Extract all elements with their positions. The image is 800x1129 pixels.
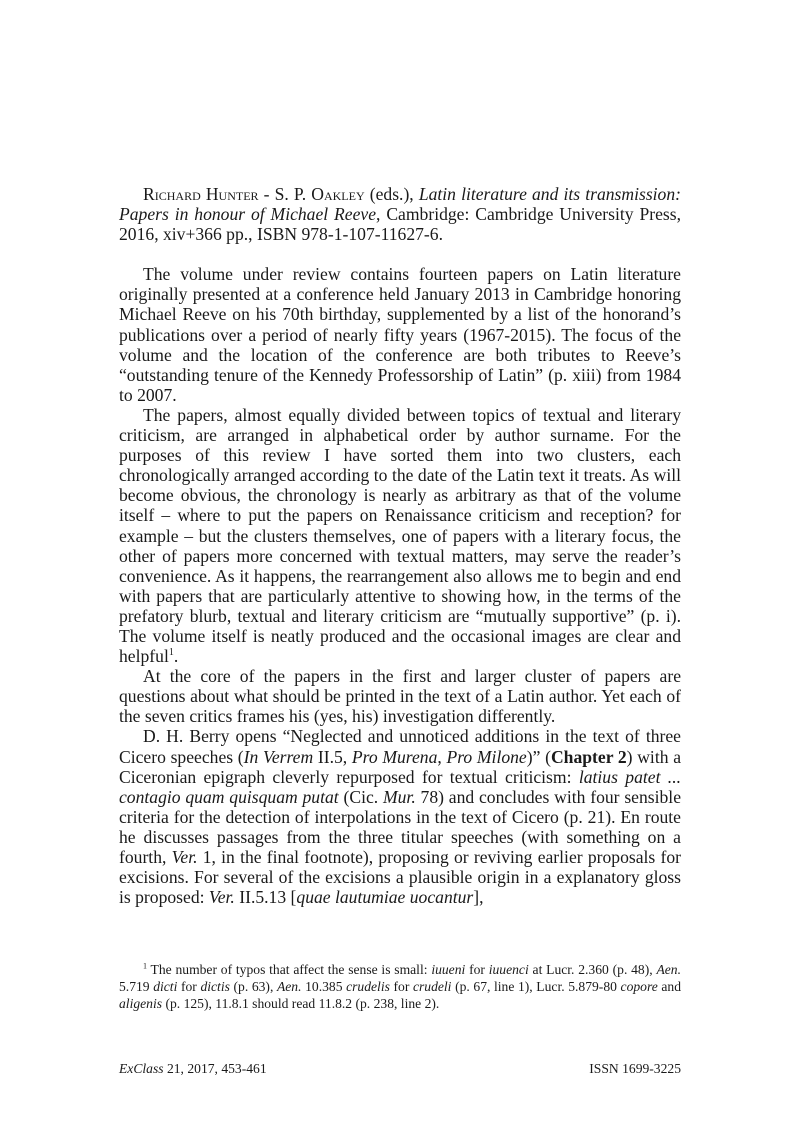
work-title: Pro Murena	[351, 746, 438, 767]
book-citation	[119, 184, 681, 244]
text-segment: ,	[437, 746, 447, 767]
text-segment: (p. 67, line 1), Lucr. 5.879-80	[451, 979, 621, 994]
paragraph-2	[119, 405, 681, 666]
review-page	[119, 184, 681, 907]
journal-reference	[119, 1060, 267, 1077]
text-segment: D. H. Berry opens “Neglected and unnoticed additions in the text of three Cicero speeches (	[119, 726, 681, 767]
text-segment: ],	[473, 887, 484, 908]
latin-quote: latius patet ... contagio quam quisquam putat	[119, 766, 681, 807]
editor-name: S. P. Oakley	[274, 184, 365, 204]
text-segment: ) with a Ciceronian epigraph cleverly repurposed for textual criticism:	[119, 746, 681, 787]
paragraph-3: At the core of the papers in the first and larger cluster of papers are questions about what should be printed in the text of a Latin author. Yet each of the seven critics frames his (yes, his) investigation differently.	[119, 666, 681, 727]
work-abbreviation: Aen.	[656, 962, 681, 977]
text-segment: The number of typos that affect the sense is small:	[147, 962, 432, 977]
footnote-marker: 1	[143, 961, 147, 971]
latin-word: crudeli	[412, 979, 452, 994]
text-segment: for	[465, 962, 489, 977]
text-segment: 1, in the final footnote), proposing or reviving earlier proposals for excisions. For several of the excisions a plausible origin in a explanatory gloss is proposed:	[119, 847, 682, 908]
book-title: Latin literature and its transmission: Papers in honour of Michael Reeve	[119, 184, 682, 225]
text-segment: (p. 125), 11.8.1 should read 11.8.2 (p. 238, line 2).	[162, 996, 440, 1011]
text-segment: for	[177, 979, 201, 994]
text-segment: (p. 63),	[229, 979, 277, 994]
journal-volume-pages: 21, 2017, 453-461	[163, 1061, 267, 1076]
latin-word: crudelis	[346, 979, 390, 994]
work-abbreviation: Ver.	[208, 887, 235, 908]
latin-word: iuueni	[431, 962, 466, 977]
chapter-reference: Chapter 2	[550, 746, 627, 767]
publication-details: , Cambridge: Cambridge University Press, 2016, xiv+366 pp., ISBN 978-1-107-11627-6.	[119, 204, 681, 245]
text-segment: and	[657, 979, 682, 994]
text-segment: (Cic.	[338, 786, 383, 807]
work-title: Pro Milone	[446, 746, 527, 767]
latin-word: iuuenci	[488, 962, 529, 977]
footnote-1	[119, 961, 681, 1012]
paragraph-2-text: The papers, almost equally divided between topics of textual and literary criticism, are arranged in alphabetical order by author surname. For the purposes of this review I have sorted them into two clusters, each chronologically arranged according to the date of the Latin text it treats. As will become obvious, the chronology is nearly as arbitrary as that of the volume itself – where to put the papers on Renaissance criticism and reception? for example – but the clusters themselves, one of papers with a literary focus, the other of papers more concerned with textual matters, may serve the reader’s convenience. As it happens, the rearrangement also allows me to begin and end with papers that are particularly attentive to showing how, in the terms of the prefatory blurb, textual and literary criticism are “mutually supportive” (p. i). The volume itself is neatly produced and the occasional images are clear and helpful	[119, 404, 681, 667]
text-segment: for	[389, 979, 413, 994]
work-abbreviation: Mur.	[382, 786, 416, 807]
paragraph-1: The volume under review contains fourteen papers on Latin literature originally presented at a conference held January 2013 in Cambridge honoring Michael Reeve on his 70th birthday, supplemented by a list of the honorand’s publications over a period of nearly fifty years (1967-2015). The focus of the volume and the location of the conference are both tributes to Reeve’s “outstanding tenure of the Kennedy Professorship of Latin” (p. xiii) from 1984 to 2007.	[119, 264, 681, 405]
work-abbreviation: Aen.	[276, 979, 302, 994]
paragraph-2-end: .	[173, 646, 179, 667]
text-segment: 10.385	[301, 979, 347, 994]
page-footer	[119, 1060, 681, 1077]
text-segment: at Lucr. 2.360 (p. 48),	[528, 962, 657, 977]
issn: ISSN 1699-3225	[589, 1061, 681, 1076]
journal-name: ExClass	[119, 1061, 164, 1076]
work-abbreviation: Ver.	[171, 847, 198, 867]
latin-word: aligenis	[119, 996, 163, 1011]
eds-label: (eds.),	[364, 184, 419, 204]
text-segment: II.5.13 [	[234, 887, 297, 908]
paragraph-4	[119, 726, 681, 907]
latin-word: dictis	[200, 979, 230, 994]
text-segment: II.5,	[313, 746, 352, 767]
latin-word: copore	[620, 979, 658, 994]
text-segment: )” (	[526, 746, 551, 767]
editor-separator: -	[258, 184, 275, 204]
latin-quote: quae lautumiae uocantur	[296, 887, 474, 908]
latin-word: dicti	[153, 979, 178, 994]
text-segment: 5.719	[119, 979, 154, 994]
editor-name: Richard Hunter	[143, 184, 259, 204]
text-segment: 78) and concludes with four sensible criteria for the detection of interpolations in the text of Cicero (p. 21). En route he discusses passages from the three titular speeches (with something on a fourth,	[119, 786, 681, 867]
work-title: In Verrem	[243, 746, 314, 767]
footnote-reference[interactable]: 1	[168, 647, 174, 659]
